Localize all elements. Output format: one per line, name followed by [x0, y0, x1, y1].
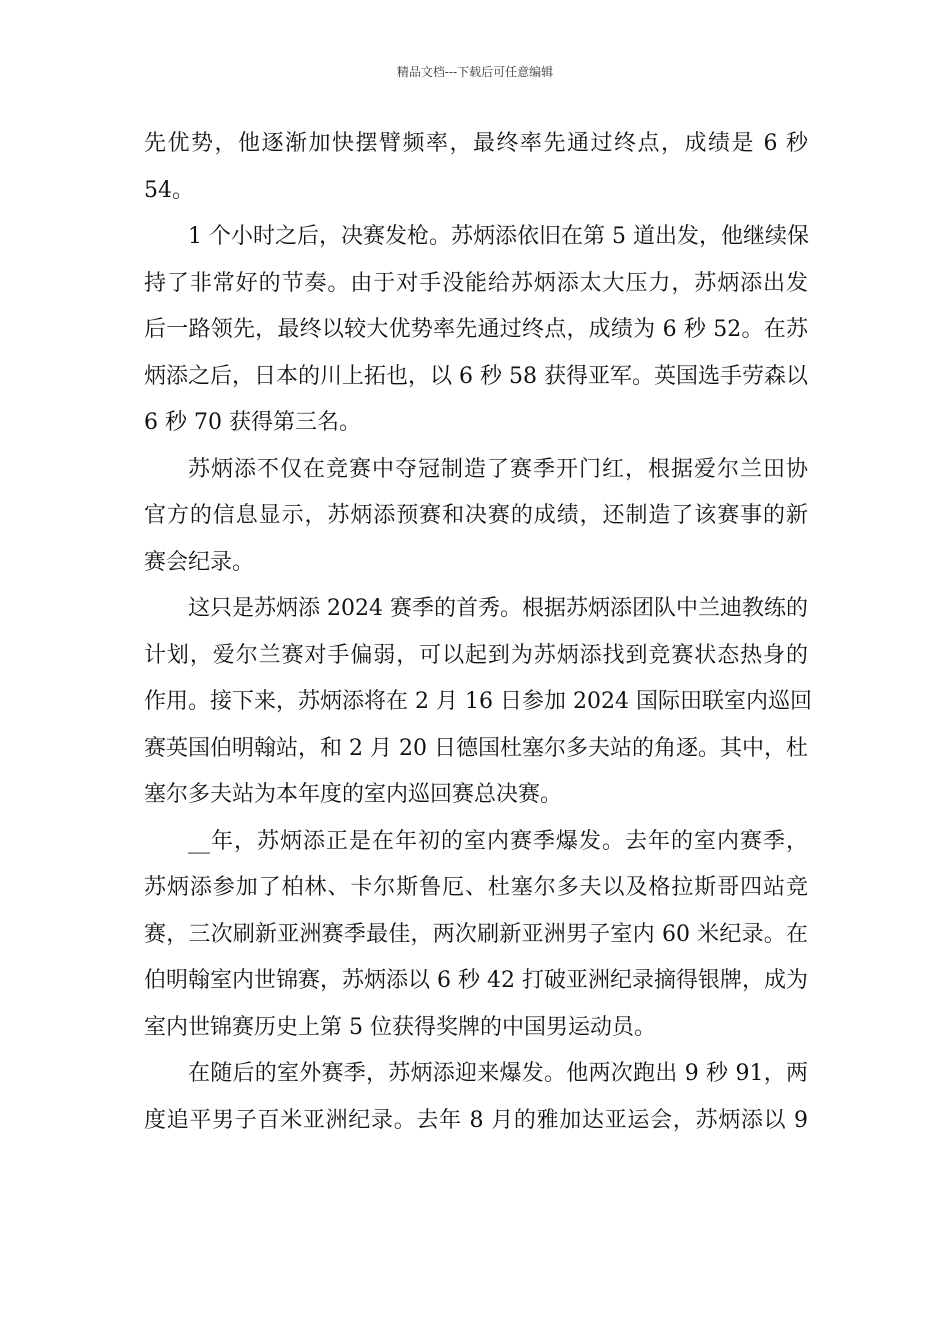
text-line: 赛会纪录。 [144, 549, 255, 575]
text-line: 作用。接下来，苏炳添将在 2 月 16 日参加 2024 国际田联室内巡回 [144, 689, 812, 714]
text-line: 6 秒 70 获得第三名。 [144, 410, 361, 435]
text-line: 伯明翰室内世锦赛，苏炳添以 6 秒 42 打破亚洲纪录摘得银牌，成为 [144, 968, 808, 993]
text-line: 苏炳添不仅在竞赛中夺冠制造了赛季开门红，根据爱尔兰田协 [188, 456, 808, 482]
text-line: 计划，爱尔兰赛对手偏弱，可以起到为苏炳添找到竞赛状态热身的 [144, 642, 808, 668]
text-line: 持了非常好的节奏。由于对手没能给苏炳添太大压力，苏炳添出发 [144, 270, 808, 296]
paragraph [144, 223, 808, 437]
text-line: 塞尔多夫站为本年度的室内巡回赛总决赛。 [144, 782, 563, 807]
text-line: 后一路领先，最终以较大优势率先通过终点，成绩为 6 秒 52。在苏 [144, 317, 808, 342]
document-body [144, 130, 812, 1153]
text-line: 室内世锦赛历史上第 5 位获得奖牌的中国男运动员。 [144, 1014, 656, 1040]
text-line: 赛，三次刷新亚洲赛季最佳，两次刷新亚洲男子室内 60 米纪录。在 [144, 921, 808, 947]
text-line: 54。 [144, 177, 194, 203]
text-line: __年，苏炳添正是在年初的室内赛季爆发。去年的室内赛季， [188, 828, 808, 854]
paragraph [144, 595, 812, 809]
paragraph [144, 456, 808, 577]
text-line: 在随后的室外赛季，苏炳添迎来爆发。他两次跑出 9 秒 91，两 [188, 1061, 808, 1086]
text-line: 苏炳添参加了柏林、卡尔斯鲁厄、杜塞尔多夫以及格拉斯哥四站竞 [144, 875, 808, 900]
text-line: 1 个小时之后，决赛发枪。苏炳添依旧在第 5 道出发，他继续保 [188, 224, 809, 249]
text-line: 官方的信息显示，苏炳添预赛和决赛的成绩，还制造了该赛事的新 [144, 503, 808, 528]
text-line: 炳添之后，日本的川上拓也，以 6 秒 58 获得亚军。英国选手劳森以 [144, 363, 808, 389]
paragraph [144, 828, 808, 1042]
paragraph [144, 1060, 808, 1135]
text-line: 赛英国伯明翰站，和 2 月 20 日德国杜塞尔多夫站的角逐。其中，杜 [144, 735, 808, 761]
paragraph [144, 130, 808, 205]
page-header: 精品文档---下载后可任意编辑 [396, 65, 554, 79]
text-line: 先优势，他逐渐加快摆臂频率，最终率先通过终点，成绩是 6 秒 [144, 131, 808, 156]
text-line: 这只是苏炳添 2024 赛季的首秀。根据苏炳添团队中兰迪教练的 [188, 596, 808, 621]
text-line: 度追平男子百米亚洲纪录。去年 8 月的雅加达亚运会，苏炳添以 9 [144, 1107, 808, 1133]
